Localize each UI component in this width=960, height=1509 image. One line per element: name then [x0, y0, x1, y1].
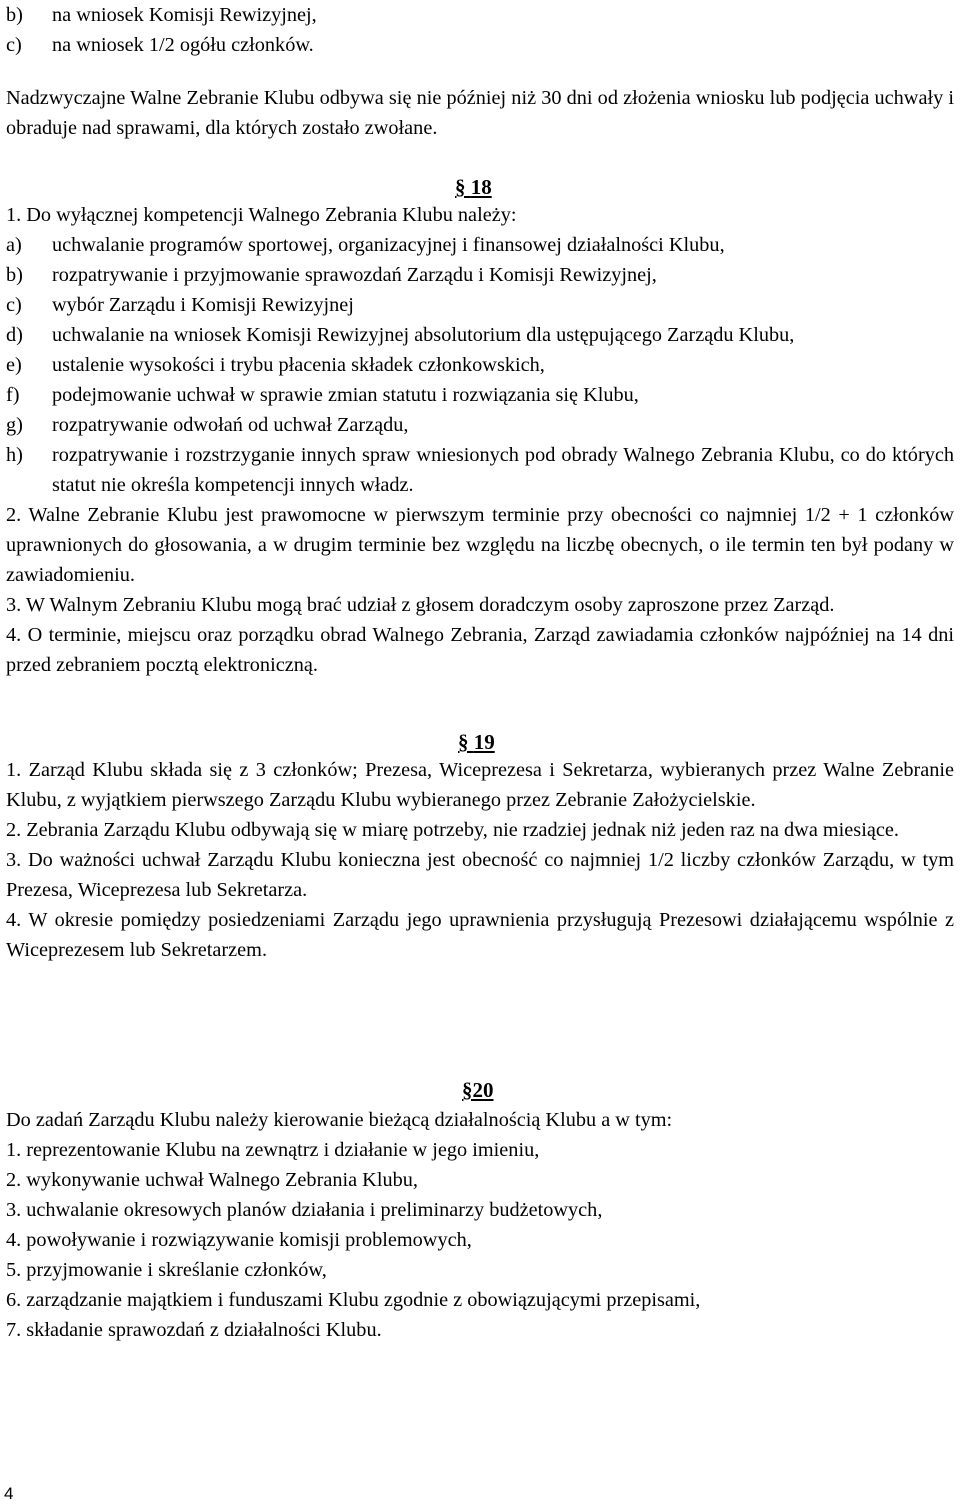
list-item: 5. przyjmowanie i skreślanie członków,	[6, 1259, 327, 1281]
item-label: a)	[6, 234, 22, 256]
section-symbol: §	[462, 1078, 473, 1102]
section-19-paragraph-4: 4. W okresie pomiędzy posiedzeniami Zarządu jego uprawnienia przysługują Prezesowi działającemu wspólnie z Wiceprezesem lub Sekretarzem.	[6, 909, 954, 961]
item-text: rozpatrywanie odwołań od uchwał Zarządu,	[52, 414, 409, 436]
section-18-intro: 1. Do wyłącznej kompetencji Walnego Zebrania Klubu należy:	[6, 204, 517, 226]
item-label: b)	[6, 264, 23, 286]
section-number: 18	[470, 175, 492, 199]
list-item	[6, 440, 954, 500]
list-item	[6, 410, 954, 440]
section-20	[6, 1105, 954, 1345]
item-text: rozpatrywanie i rozstrzyganie innych spraw wniesionych pod obrady Walnego Zebrania Klubu, co do których statut nie określa kompetencji innych władz.	[52, 444, 954, 496]
item-text: na wniosek 1/2 ogółu członków.	[52, 34, 314, 56]
item-label: g)	[6, 414, 23, 436]
item-text: rozpatrywanie i przyjmowanie sprawozdań Zarządu i Komisji Rewizyjnej,	[52, 264, 657, 286]
item-label: e)	[6, 354, 22, 376]
page-number: 4	[4, 1484, 14, 1503]
item-label: d)	[6, 324, 23, 346]
list-item	[6, 30, 954, 60]
list-item: 4. powoływanie i rozwiązywanie komisji problemowych,	[6, 1229, 472, 1251]
section-19-paragraph-3: 3. Do ważności uchwał Zarządu Klubu konieczna jest obecność co najmniej 1/2 liczby członków Zarządu, w tym Prezesa, Wiceprezesa lub Sekretarza.	[6, 849, 954, 901]
list-item: 7. składanie sprawozdań z działalności Klubu.	[6, 1319, 382, 1341]
section-18-paragraph-4: 4. O terminie, miejscu oraz porządku obrad Walnego Zebrania, Zarząd zawiadamia członków najpóźniej na 14 dni przed zebraniem pocztą elektroniczną.	[6, 624, 954, 676]
list-item: 2. wykonywanie uchwał Walnego Zebrania Klubu,	[6, 1169, 418, 1191]
item-text: wybór Zarządu i Komisji Rewizyjnej	[52, 294, 354, 316]
section-18-list	[6, 230, 954, 500]
section-20-intro: Do zadań Zarządu Klubu należy kierowanie bieżącą działalnością Klubu a w tym:	[6, 1109, 673, 1131]
section-number: 20	[472, 1078, 494, 1102]
section-18	[6, 200, 954, 680]
item-text: podejmowanie uchwał w sprawie zmian statutu i rozwiązania się Klubu,	[52, 384, 639, 406]
paragraph-extraordinary-meeting: Nadzwyczajne Walne Zebranie Klubu odbywa się nie później niż 30 dni od złożenia wniosku lub podjęcia uchwały i obraduje nad sprawami, dla których zostało zwołane.	[6, 87, 954, 139]
list-item	[6, 260, 954, 290]
item-label: c)	[6, 34, 22, 56]
list-item: 6. zarządzanie majątkiem i funduszami Klubu zgodnie z obowiązującymi przepisami,	[6, 1289, 701, 1311]
section-number: 19	[473, 730, 495, 754]
section-19-paragraph-2: 2. Zebrania Zarządu Klubu odbywają się w miarę potrzeby, nie rzadziej jednak niż jeden raz na dwa miesiące.	[6, 819, 899, 841]
item-label: f)	[6, 384, 20, 406]
list-item	[6, 380, 954, 410]
section-heading-19	[458, 727, 495, 757]
item-text: uchwalanie na wniosek Komisji Rewizyjnej absolutorium dla ustępującego Zarządu Klubu,	[52, 324, 795, 346]
item-text: ustalenie wysokości i trybu płacenia składek członkowskich,	[52, 354, 545, 376]
list-item: 1. reprezentowanie Klubu na zewnątrz i działanie w jego imieniu,	[6, 1139, 540, 1161]
section-symbol: §	[455, 175, 466, 199]
list-item: 3. uchwalanie okresowych planów działania i preliminarzy budżetowych,	[6, 1199, 603, 1221]
item-label: c)	[6, 294, 22, 316]
list-item	[6, 0, 954, 30]
item-label: h)	[6, 444, 23, 466]
list-item	[6, 320, 954, 350]
list-item	[6, 230, 954, 260]
section-heading-20	[462, 1075, 494, 1105]
list-item	[6, 290, 954, 320]
section-heading-18	[455, 172, 492, 202]
item-text: na wniosek Komisji Rewizyjnej,	[52, 4, 317, 26]
section-symbol: §	[458, 730, 469, 754]
section-18-paragraph-2: 2. Walne Zebranie Klubu jest prawomocne w pierwszym terminie przy obecności co najmniej 1/2 + 1 członków uprawnionych do głosowania, a w drugim terminie bez względu na liczbę obecnych, o ile termin ten był podany w zawiadomieniu.	[6, 504, 954, 586]
section-18-paragraph-3: 3. W Walnym Zebraniu Klubu mogą brać udział z głosem doradczym osoby zaproszone przez Zarząd.	[6, 594, 835, 616]
section-19-paragraph-1: 1. Zarząd Klubu składa się z 3 członków; Prezesa, Wiceprezesa i Sekretarza, wybieranych przez Walne Zebranie Klubu, z wyjątkiem pierwszego Zarządu Klubu wybieranego przez Zebranie Założycielskie.	[6, 759, 954, 811]
top-list	[6, 0, 954, 60]
item-label: b)	[6, 4, 23, 26]
section-19	[6, 755, 954, 965]
item-text: uchwalanie programów sportowej, organizacyjnej i finansowej działalności Klubu,	[52, 234, 725, 256]
list-item	[6, 350, 954, 380]
